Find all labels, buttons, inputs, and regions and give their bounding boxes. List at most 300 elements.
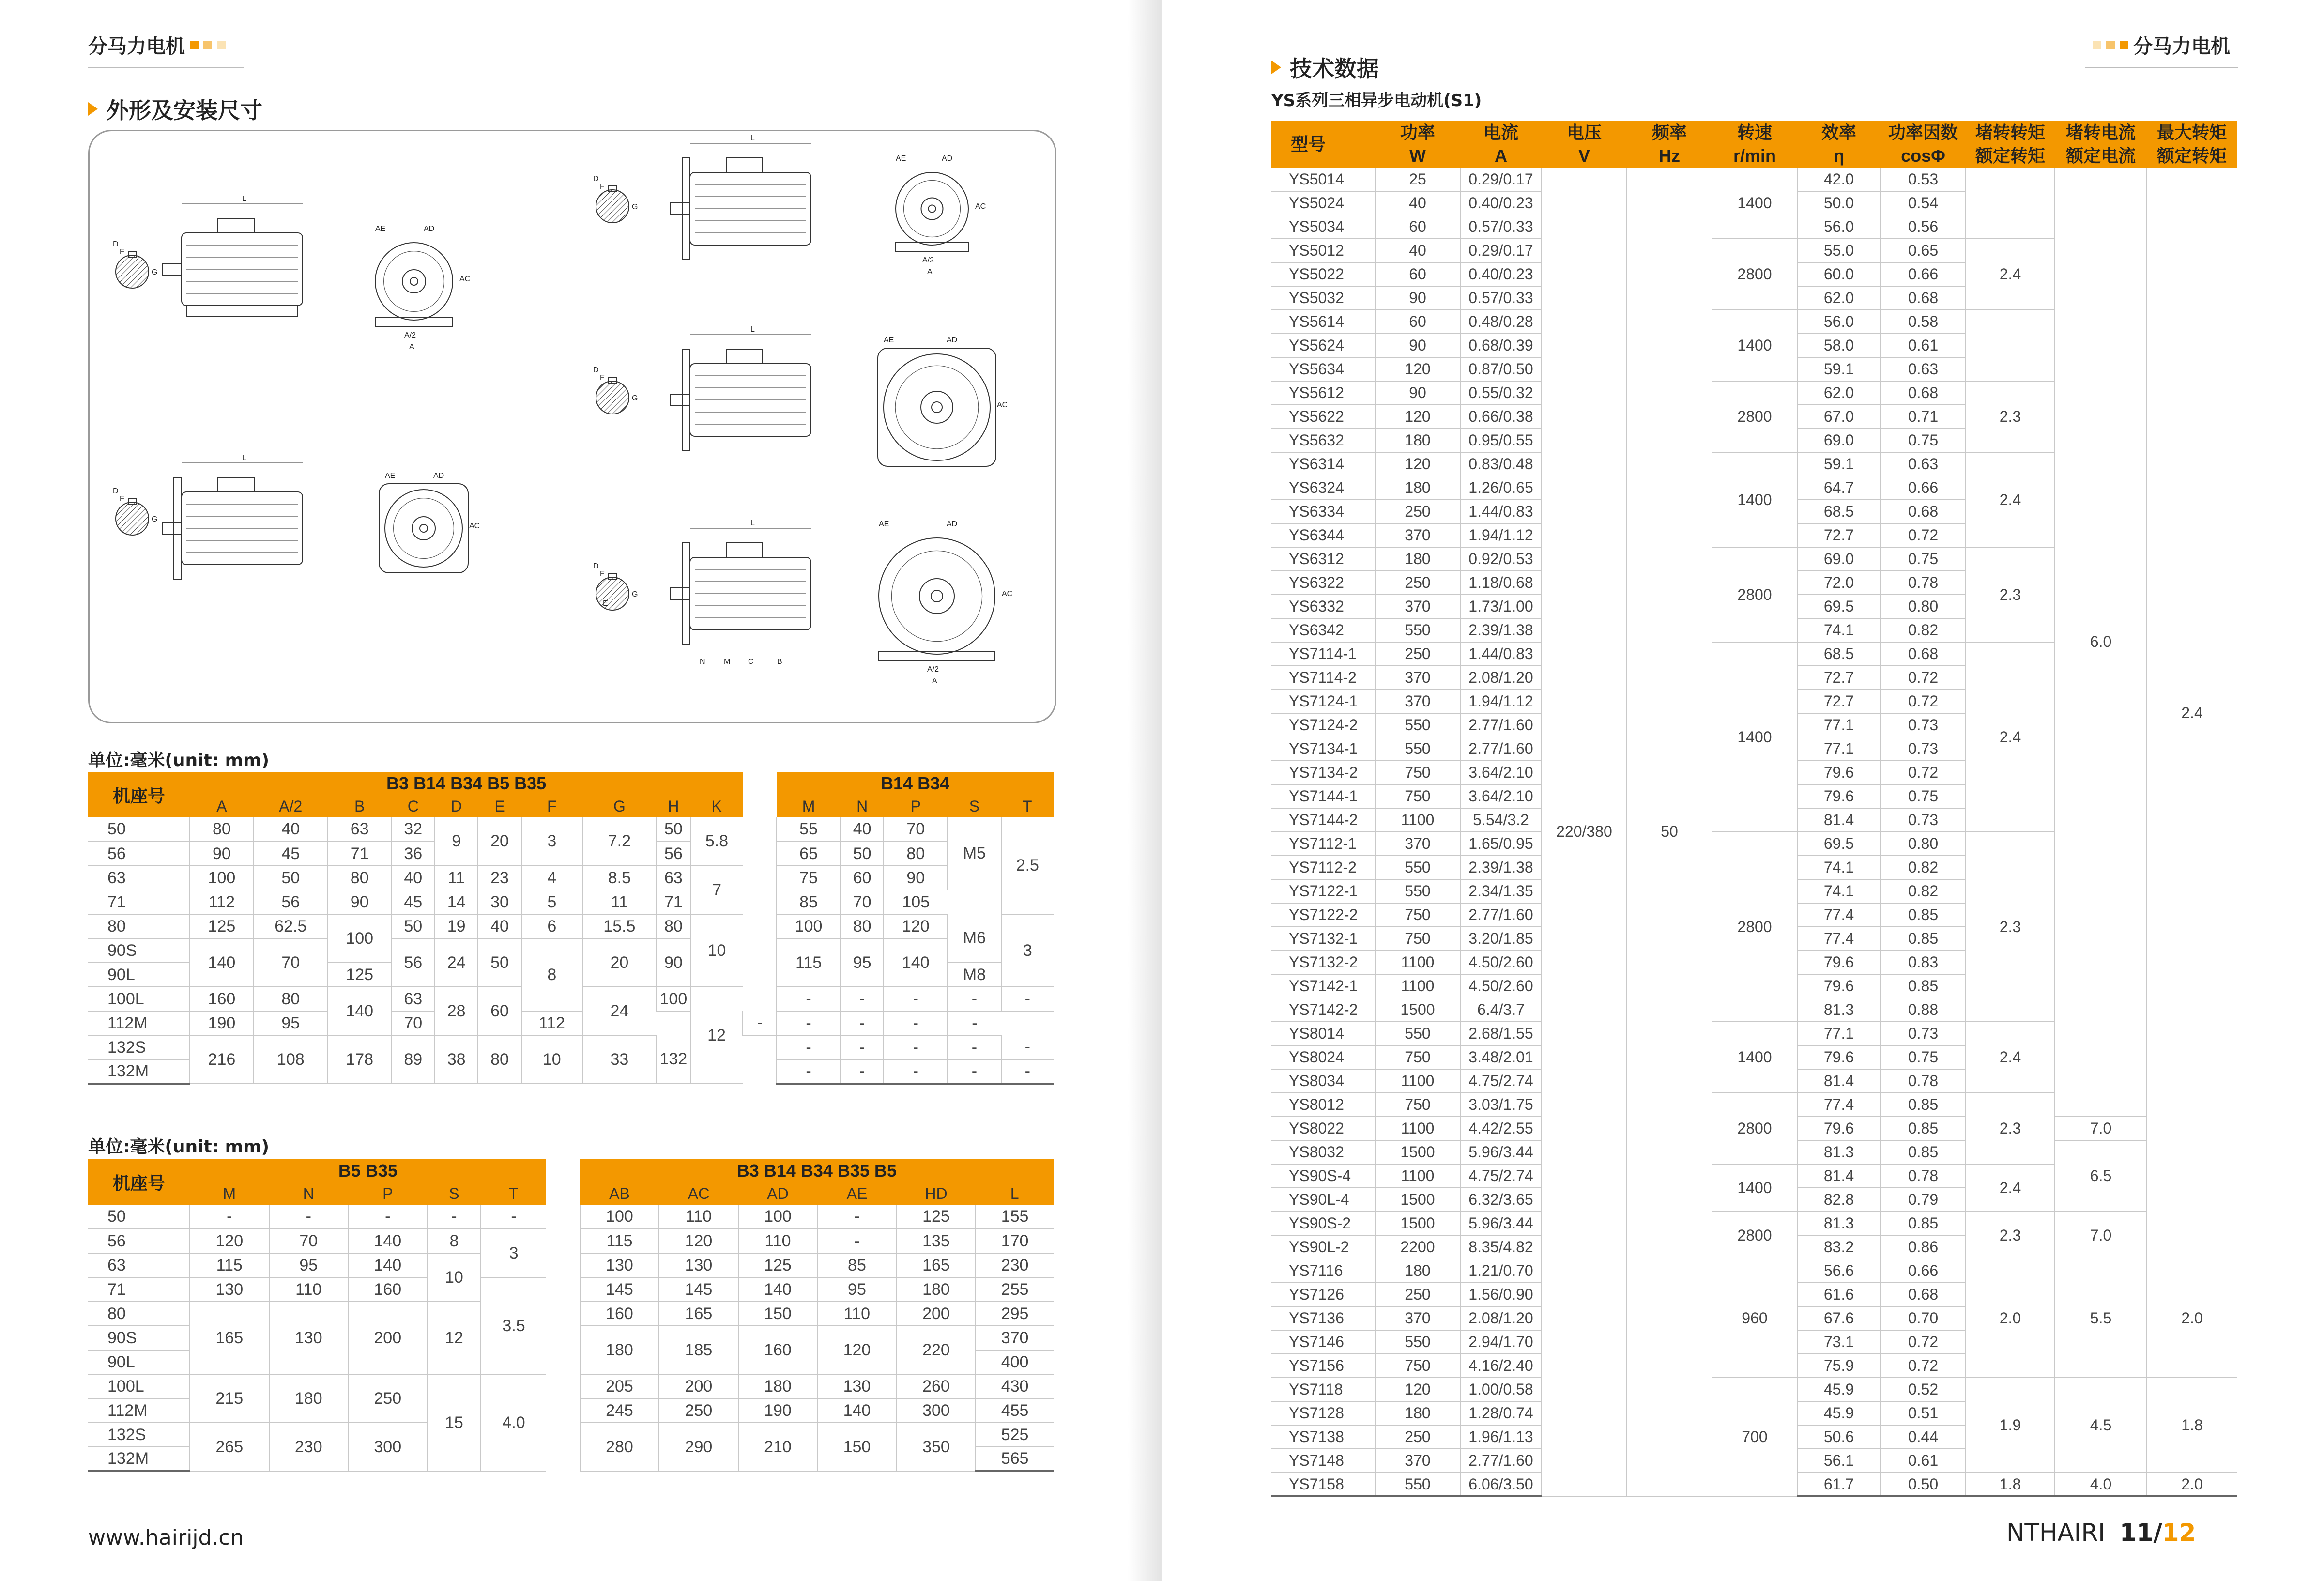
foot-outline bbox=[375, 317, 453, 327]
dimension-label: L bbox=[750, 519, 755, 527]
table-cell: 55 bbox=[777, 817, 841, 842]
table-cell: 81.4 bbox=[1797, 1069, 1881, 1093]
motor-end-hub bbox=[921, 198, 943, 220]
table-cell: 295 bbox=[976, 1302, 1054, 1326]
table-cell: M6 bbox=[948, 914, 1001, 963]
col-voltage: 电压 V bbox=[1542, 121, 1627, 168]
shaft-outline bbox=[671, 203, 690, 215]
table-cell: 1.00/0.58 bbox=[1460, 1378, 1542, 1401]
table-cell: 2800 bbox=[1712, 239, 1797, 310]
table-cell: YS5034 bbox=[1271, 215, 1375, 239]
right-brand-tag bbox=[2093, 31, 2230, 59]
table-cell: 0.29/0.17 bbox=[1460, 168, 1542, 191]
dimension-label: AC bbox=[1002, 590, 1013, 598]
table-cell: 80 bbox=[88, 1302, 190, 1326]
table-cell: 145 bbox=[659, 1277, 738, 1302]
table-cell: 0.87/0.50 bbox=[1460, 357, 1542, 381]
table-cell: - bbox=[884, 1059, 948, 1084]
table-cell: 0.95/0.55 bbox=[1460, 429, 1542, 452]
table-cell: 0.73 bbox=[1881, 737, 1966, 761]
dimension-label: A bbox=[927, 268, 933, 276]
table-cell: 63 bbox=[392, 987, 435, 1011]
table-cell: 140 bbox=[884, 938, 948, 987]
dimension-label: AC bbox=[469, 522, 480, 530]
table-cell: YS7156 bbox=[1271, 1354, 1375, 1378]
table-cell: 64.7 bbox=[1797, 476, 1881, 500]
table-cell: 2.0 bbox=[1966, 1259, 2055, 1378]
table-cell: YS6314 bbox=[1271, 452, 1375, 476]
table-cell: 130 bbox=[659, 1253, 738, 1277]
table-cell: YS7124-2 bbox=[1271, 713, 1375, 737]
table-cell: 2800 bbox=[1712, 1093, 1797, 1164]
table-cell: 80 bbox=[190, 817, 254, 842]
table-cell: 70 bbox=[841, 890, 884, 914]
table1-group-a: B3 B14 B34 B5 B35 bbox=[190, 772, 743, 795]
table-cell: 250 bbox=[348, 1374, 428, 1423]
table-cell: YS90L-2 bbox=[1271, 1235, 1375, 1259]
table-cell: 165 bbox=[659, 1302, 738, 1326]
table-cell: 1100 bbox=[1375, 1069, 1460, 1093]
table-cell: - bbox=[948, 987, 1001, 1011]
table-cell: 6.06/3.50 bbox=[1460, 1473, 1542, 1496]
table-cell: 72.7 bbox=[1797, 523, 1881, 547]
table-cell: - bbox=[269, 1205, 349, 1229]
table-cell: - bbox=[884, 987, 948, 1011]
table-cell: 15.5 bbox=[582, 914, 657, 938]
table-row bbox=[88, 1229, 1054, 1253]
table-cell: 0.80 bbox=[1881, 832, 1966, 856]
table-cell: 125 bbox=[897, 1205, 976, 1229]
col-header: A/2 bbox=[254, 795, 328, 817]
table-cell bbox=[743, 1059, 777, 1084]
table-cell: 0.65 bbox=[1881, 239, 1966, 262]
left-section-title bbox=[88, 93, 262, 125]
table-cell: 0.82 bbox=[1881, 618, 1966, 642]
table-cell: YS7112-2 bbox=[1271, 856, 1375, 879]
table-cell: 75 bbox=[777, 866, 841, 890]
table-cell: 260 bbox=[897, 1374, 976, 1398]
table-cell: 108 bbox=[254, 1035, 328, 1084]
table-cell: 40 bbox=[254, 817, 328, 842]
table-row bbox=[88, 1423, 1054, 1447]
table-cell: 0.92/0.53 bbox=[1460, 547, 1542, 571]
table-cell: 1.96/1.13 bbox=[1460, 1425, 1542, 1449]
table-cell: 50 bbox=[841, 842, 884, 866]
table-cell: 74.1 bbox=[1797, 618, 1881, 642]
table-cell: 0.80 bbox=[1881, 595, 1966, 618]
table-cell: 42.0 bbox=[1797, 168, 1881, 191]
table-cell: 2.4 bbox=[1966, 1022, 2055, 1093]
table-cell: 80 bbox=[328, 866, 392, 890]
table-cell: 0.85 bbox=[1881, 927, 1966, 951]
table-cell: 0.57/0.33 bbox=[1460, 286, 1542, 310]
triangle-bullet-icon bbox=[88, 102, 98, 116]
table-cell: 56 bbox=[88, 1229, 190, 1253]
table-cell: 750 bbox=[1375, 1045, 1460, 1069]
table-row bbox=[88, 866, 1054, 890]
table-cell: 6.32/3.65 bbox=[1460, 1188, 1542, 1212]
table-cell: 4.16/2.40 bbox=[1460, 1354, 1542, 1378]
table-cell: 67.0 bbox=[1797, 405, 1881, 429]
table-cell: YS7126 bbox=[1271, 1283, 1375, 1306]
triangle-bullet-icon bbox=[1271, 61, 1281, 74]
table-cell bbox=[743, 817, 777, 842]
table-cell: 100 bbox=[328, 914, 392, 963]
table-cell: YS8022 bbox=[1271, 1117, 1375, 1140]
table-cell: 180 bbox=[580, 1326, 659, 1374]
foot-outline bbox=[879, 651, 995, 661]
table-cell: 95 bbox=[817, 1277, 897, 1302]
motor-end-hub bbox=[921, 391, 953, 423]
col-header: HD bbox=[897, 1182, 976, 1205]
table-cell: 0.78 bbox=[1881, 571, 1966, 595]
table-cell: 0.75 bbox=[1881, 429, 1966, 452]
table-cell: 90L bbox=[88, 1350, 190, 1374]
col-header: T bbox=[481, 1182, 546, 1205]
table-cell bbox=[743, 890, 777, 914]
table-cell bbox=[743, 842, 777, 866]
table-cell: 81.3 bbox=[1797, 998, 1881, 1022]
table-cell: 140 bbox=[348, 1229, 428, 1253]
dimension-label: AC bbox=[459, 275, 471, 283]
table-cell: 1.44/0.83 bbox=[1460, 642, 1542, 666]
table-cell: 0.72 bbox=[1881, 761, 1966, 784]
table-cell: 200 bbox=[348, 1302, 428, 1374]
table-cell: 1100 bbox=[1375, 1164, 1460, 1188]
table-cell: 90 bbox=[190, 842, 254, 866]
col-max-torque: 最大转矩 额定转矩 bbox=[2147, 121, 2237, 168]
table-cell: 4.75/2.74 bbox=[1460, 1069, 1542, 1093]
table-cell: 140 bbox=[817, 1398, 897, 1423]
dimension-label: AC bbox=[997, 401, 1008, 409]
table-cell: YS8024 bbox=[1271, 1045, 1375, 1069]
table-cell: 6 bbox=[521, 914, 582, 938]
col-header: S bbox=[428, 1182, 481, 1205]
dimension-label: G bbox=[632, 394, 638, 402]
table-cell: 2800 bbox=[1712, 381, 1797, 452]
table-cell: 0.72 bbox=[1881, 1354, 1966, 1378]
table-cell: YS5024 bbox=[1271, 191, 1375, 215]
foot-outline bbox=[896, 242, 968, 252]
table-cell: 250 bbox=[1375, 1425, 1460, 1449]
table-cell: 0.63 bbox=[1881, 357, 1966, 381]
table-cell: YS5014 bbox=[1271, 168, 1375, 191]
table-cell: 0.75 bbox=[1881, 784, 1966, 808]
brand-square-icon bbox=[2106, 41, 2115, 49]
table-cell: 0.85 bbox=[1881, 1117, 1966, 1140]
dimension-label: D bbox=[113, 240, 119, 248]
table-cell: 0.56 bbox=[1881, 215, 1966, 239]
table-cell: 50.0 bbox=[1797, 191, 1881, 215]
table-cell: 230 bbox=[269, 1423, 349, 1471]
dimension-label: F bbox=[600, 374, 605, 382]
table-cell: 110 bbox=[817, 1302, 897, 1326]
dimension-label: AD bbox=[947, 520, 958, 528]
terminal-box-outline bbox=[726, 158, 763, 172]
table-cell: 180 bbox=[1375, 1259, 1460, 1283]
table-cell: 69.5 bbox=[1797, 832, 1881, 856]
table-cell: 132M bbox=[88, 1447, 190, 1471]
table-cell: 0.66/0.38 bbox=[1460, 405, 1542, 429]
col-starting-torque: 堵转转矩 额定转矩 bbox=[1966, 121, 2055, 168]
table-cell: 68.5 bbox=[1797, 642, 1881, 666]
table1-corner: 机座号 bbox=[88, 772, 190, 817]
left-brand-text: 分马力电机 bbox=[88, 35, 185, 58]
table-cell: 525 bbox=[976, 1423, 1054, 1447]
table-cell: 60 bbox=[1375, 310, 1460, 334]
table-cell: 62.0 bbox=[1797, 286, 1881, 310]
table-cell: 32 bbox=[392, 817, 435, 842]
table-cell: YS5634 bbox=[1271, 357, 1375, 381]
table-cell: - bbox=[777, 1011, 841, 1035]
table2-corner: 机座号 bbox=[88, 1159, 190, 1205]
foot-outline bbox=[186, 306, 298, 316]
table-cell: YS7128 bbox=[1271, 1401, 1375, 1425]
table-cell: YS5022 bbox=[1271, 262, 1375, 286]
table-cell: 10 bbox=[428, 1253, 481, 1302]
table-cell: 2.3 bbox=[1966, 1093, 2055, 1164]
table-cell: 2800 bbox=[1712, 832, 1797, 1022]
table-cell: 1400 bbox=[1712, 1022, 1797, 1093]
motor-end-shaft bbox=[420, 524, 428, 532]
table-cell: 130 bbox=[190, 1277, 269, 1302]
table-cell: 77.4 bbox=[1797, 927, 1881, 951]
right-page bbox=[1162, 0, 2324, 1581]
table-cell: 370 bbox=[1375, 1306, 1460, 1330]
table-cell: 0.70 bbox=[1881, 1306, 1966, 1330]
table-cell: 0.78 bbox=[1881, 1164, 1966, 1188]
table-cell: 370 bbox=[976, 1326, 1054, 1350]
table-cell: 0.72 bbox=[1881, 690, 1966, 713]
col-header: F bbox=[521, 795, 582, 817]
table-row bbox=[88, 914, 1054, 938]
table-cell bbox=[1966, 168, 2055, 239]
table-cell: 150 bbox=[738, 1302, 818, 1326]
table-cell: 45 bbox=[254, 842, 328, 866]
table-cell: 0.85 bbox=[1881, 903, 1966, 927]
footer-website-link[interactable]: www.hairijd.cn bbox=[88, 1525, 244, 1550]
table-cell: 4.50/2.60 bbox=[1460, 951, 1542, 974]
table-cell: 100 bbox=[738, 1205, 818, 1229]
table-cell: 960 bbox=[1712, 1259, 1797, 1378]
dimension-label: AE bbox=[884, 336, 894, 344]
table-cell: 180 bbox=[897, 1277, 976, 1302]
table-cell: 3.5 bbox=[481, 1277, 546, 1374]
table-cell: - bbox=[841, 1011, 884, 1035]
table-cell bbox=[546, 1398, 580, 1423]
table-cell: 2.39/1.38 bbox=[1460, 618, 1542, 642]
table-cell: 0.55/0.32 bbox=[1460, 381, 1542, 405]
table-cell: 2.34/1.35 bbox=[1460, 879, 1542, 903]
dimension-label: L bbox=[750, 325, 755, 334]
table-cell: 1.21/0.70 bbox=[1460, 1259, 1542, 1283]
table-cell: 550 bbox=[1375, 713, 1460, 737]
table-cell: 1400 bbox=[1712, 452, 1797, 547]
motor-end-outline bbox=[385, 490, 462, 567]
table-cell: 50 bbox=[88, 1205, 190, 1229]
table-cell: 0.68 bbox=[1881, 500, 1966, 523]
table-cell: 400 bbox=[976, 1350, 1054, 1374]
flange-outline bbox=[174, 477, 182, 579]
table-cell: 132M bbox=[88, 1059, 190, 1084]
table-cell: 11 bbox=[435, 866, 478, 890]
dimension-label: C bbox=[748, 658, 754, 666]
table-cell: 10 bbox=[521, 1035, 582, 1084]
table-cell: 300 bbox=[897, 1398, 976, 1423]
table-cell: YS6324 bbox=[1271, 476, 1375, 500]
brand-square-icon bbox=[217, 41, 226, 49]
table-cell: - bbox=[1001, 1035, 1054, 1059]
table-row bbox=[88, 1035, 1054, 1059]
table-cell: 95 bbox=[841, 938, 884, 987]
table-cell: 3.20/1.85 bbox=[1460, 927, 1542, 951]
table-cell: 180 bbox=[1375, 476, 1460, 500]
table-cell: YS7134-1 bbox=[1271, 737, 1375, 761]
table-cell: 250 bbox=[1375, 642, 1460, 666]
table-cell: 11 bbox=[582, 890, 657, 914]
table-cell: 145 bbox=[580, 1277, 659, 1302]
table-cell: - bbox=[884, 1035, 948, 1059]
table-cell: 220 bbox=[897, 1326, 976, 1374]
table-cell: 0.86 bbox=[1881, 1235, 1966, 1259]
table-cell: 100 bbox=[777, 914, 841, 938]
col-header: G bbox=[582, 795, 657, 817]
table-cell: 1400 bbox=[1712, 642, 1797, 832]
dimension-label: G bbox=[632, 203, 638, 211]
col-header: M bbox=[190, 1182, 269, 1205]
table-cell: 430 bbox=[976, 1374, 1054, 1398]
terminal-box-outline bbox=[726, 349, 763, 364]
table-cell: 300 bbox=[348, 1423, 428, 1471]
table-cell: 2800 bbox=[1712, 547, 1797, 642]
terminal-box-outline bbox=[726, 543, 763, 557]
table-cell: 90 bbox=[1375, 381, 1460, 405]
table-cell: 155 bbox=[976, 1205, 1054, 1229]
table-cell: 750 bbox=[1375, 903, 1460, 927]
col-starting-current: 堵转电流 额定电流 bbox=[2055, 121, 2147, 168]
table-cell: 55.0 bbox=[1797, 239, 1881, 262]
table-cell: 115 bbox=[190, 1253, 269, 1277]
motor-end-outline bbox=[879, 538, 995, 654]
table-cell: 120 bbox=[190, 1229, 269, 1253]
table-cell: 38 bbox=[435, 1035, 478, 1084]
table-cell: 0.85 bbox=[1881, 1093, 1966, 1117]
table-cell: 4.42/2.55 bbox=[1460, 1117, 1542, 1140]
table-cell: 90 bbox=[1375, 286, 1460, 310]
table-cell: YS5032 bbox=[1271, 286, 1375, 310]
table-cell: 79.6 bbox=[1797, 951, 1881, 974]
table-cell: 1.94/1.12 bbox=[1460, 690, 1542, 713]
table-cell: 71 bbox=[88, 890, 190, 914]
table-cell bbox=[743, 866, 777, 890]
table-cell: 0.63 bbox=[1881, 452, 1966, 476]
table-cell: 120 bbox=[817, 1326, 897, 1374]
table-cell: 0.83/0.48 bbox=[1460, 452, 1542, 476]
table-cell: 5 bbox=[521, 890, 582, 914]
table-cell: 250 bbox=[1375, 571, 1460, 595]
unit-label-2: 单位:毫米(unit: mm) bbox=[88, 1137, 270, 1157]
table-cell: 1.28/0.74 bbox=[1460, 1401, 1542, 1425]
page-next: 12 bbox=[2162, 1519, 2196, 1547]
table-cell: 0.68 bbox=[1881, 381, 1966, 405]
table-cell: 15 bbox=[428, 1374, 481, 1471]
table-cell: 100 bbox=[580, 1205, 659, 1229]
table-cell: YS6334 bbox=[1271, 500, 1375, 523]
table-cell: 250 bbox=[1375, 1283, 1460, 1306]
table-cell: 59.1 bbox=[1797, 357, 1881, 381]
table-cell: 81.4 bbox=[1797, 808, 1881, 832]
table-cell: 3 bbox=[481, 1229, 546, 1277]
table-cell: 160 bbox=[190, 987, 254, 1011]
table-cell: 2.0 bbox=[2147, 1473, 2237, 1496]
table-cell: 3.48/2.01 bbox=[1460, 1045, 1542, 1069]
table-cell: 3.64/2.10 bbox=[1460, 784, 1542, 808]
table-cell: 0.73 bbox=[1881, 808, 1966, 832]
table-cell: 1.18/0.68 bbox=[1460, 571, 1542, 595]
brand-square-icon bbox=[190, 41, 199, 49]
table-cell: 130 bbox=[269, 1302, 349, 1374]
table-cell: 750 bbox=[1375, 784, 1460, 808]
table-cell: 2.77/1.60 bbox=[1460, 737, 1542, 761]
table-cell: 33 bbox=[582, 1035, 657, 1084]
table-cell: YS5614 bbox=[1271, 310, 1375, 334]
table-cell: 290 bbox=[659, 1423, 738, 1471]
table-cell: 200 bbox=[897, 1302, 976, 1326]
table-cell: 0.73 bbox=[1881, 1022, 1966, 1045]
table-cell: - bbox=[777, 1035, 841, 1059]
table-cell: YS7114-1 bbox=[1271, 642, 1375, 666]
table-cell bbox=[546, 1253, 580, 1277]
dimension-table-1 bbox=[88, 772, 1054, 1085]
table-cell: 70 bbox=[884, 817, 948, 842]
table-cell: 79.6 bbox=[1797, 761, 1881, 784]
table-cell: 1.8 bbox=[1966, 1473, 2055, 1496]
table-cell: 112M bbox=[88, 1011, 190, 1035]
table-cell: 1.9 bbox=[1966, 1378, 2055, 1473]
motor-outline-drawings bbox=[90, 131, 1058, 725]
table-cell: 95 bbox=[269, 1253, 349, 1277]
table-cell: 2.3 bbox=[1966, 381, 2055, 452]
table-cell: YS5632 bbox=[1271, 429, 1375, 452]
table-cell: - bbox=[1001, 987, 1054, 1011]
flange-outline bbox=[682, 543, 690, 645]
table-cell: 190 bbox=[190, 1011, 254, 1035]
table-cell: 4.0 bbox=[481, 1374, 546, 1471]
table-cell: 250 bbox=[1375, 500, 1460, 523]
table-cell: 19 bbox=[435, 914, 478, 938]
table-cell: 65 bbox=[777, 842, 841, 866]
dimension-label: AE bbox=[896, 154, 906, 163]
table-cell: YS6312 bbox=[1271, 547, 1375, 571]
col-model: 型号 bbox=[1271, 121, 1375, 168]
table-cell: 215 bbox=[190, 1374, 269, 1423]
left-brand-tag bbox=[88, 31, 226, 59]
table-cell: 0.53 bbox=[1881, 168, 1966, 191]
table-cell: - bbox=[481, 1205, 546, 1229]
col-header: B bbox=[328, 795, 392, 817]
table-cell: 216 bbox=[190, 1035, 254, 1084]
table-cell: 80 bbox=[841, 914, 884, 938]
table-cell: 0.68 bbox=[1881, 642, 1966, 666]
table-cell: 250 bbox=[659, 1398, 738, 1423]
table-cell: - bbox=[841, 1059, 884, 1084]
table-cell: 63 bbox=[328, 817, 392, 842]
table-cell: YS7144-2 bbox=[1271, 808, 1375, 832]
table-cell: YS90L-4 bbox=[1271, 1188, 1375, 1212]
table-cell: 2.3 bbox=[1966, 547, 2055, 642]
dimension-label: AE bbox=[879, 520, 889, 528]
table-cell: 110 bbox=[659, 1205, 738, 1229]
